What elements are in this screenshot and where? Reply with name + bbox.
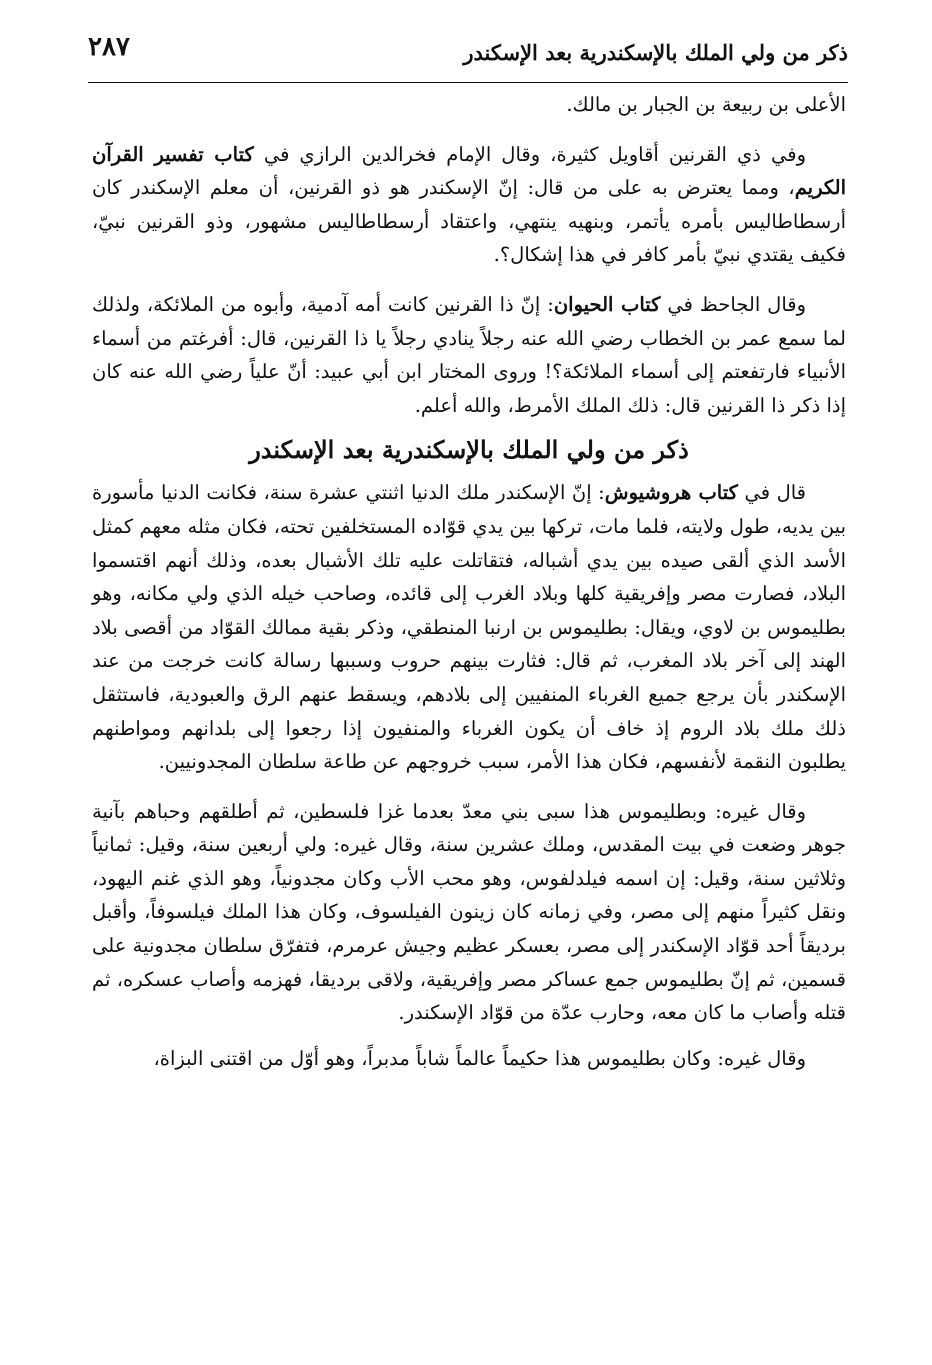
paragraph-ptolemy-falcons bbox=[92, 1042, 846, 1076]
paragraph-continuation bbox=[92, 88, 846, 122]
paragraph-text: وقال غيره: وبطليموس هذا سبى بني معدّ بعدما غزا فلسطين، ثم أطلقهم وحباهم بآنية جوهر وضعت في بيت المقدس، وملك عشرين سنة، وقال غيره: ولي أربعين سنة، وقيل: ثمانياً وثلاثين سنة، وقيل: إن اسمه فيلدلفوس، وهو محب الأب وكان مجدونياً، وهو الذي غنم اليهود، ونقل كثيراً منهم إلى مصر، وفي زمانه كان زينون الفيلسوف، وكان هذا الملك فيلسوفاً، وأقبل برديقاً أحد قوّاد الإسكندر إلى مصر، بعسكر عظيم وجيش عرمرم، فتفرّق سلطان مجدونية على قسمين، ثم إنّ بطليموس جمع عساكر مصر وإفريقية، ولاقى برديقا، فهزمه وأصاب عسكره، ثم قتله وأصاب ما كان معه، وحارب عدّة من قوّاد الإسكندر. bbox=[92, 799, 846, 1025]
paragraph-rest: : إنّ ذا القرنين كانت أمه آدمية، وأبوه من الملائكة، ولذلك لما سمع عمر بن الخطاب رضي الله عنه رجلاً ينادي رجلاً يا ذا القرنين، قال: أفرغتم من أسماء الأنبياء فارتفعتم إلى أسماء الملائكة؟! وروى المختار ابن أبي عبيد: أنّ علياً رضي الله عنه كان إذا ذكر ذا القرنين قال: ذلك الملك الأمرط، والله أعلم. bbox=[92, 292, 846, 417]
paragraph-ptolemy bbox=[92, 795, 846, 1030]
book-title: كتاب تفسير القرآن الكريم bbox=[92, 142, 846, 200]
paragraph-harushiyush bbox=[92, 476, 846, 778]
section-heading: ذكر من ولي الملك بالإسكندرية بعد الإسكندر bbox=[249, 435, 689, 465]
page-number: ٢٨٧ bbox=[88, 32, 130, 62]
paragraph-rest: : إنّ الإسكندر ملك الدنيا اثنتي عشرة سنة، فكانت الدنيا مأسورة بين يديه، طول ولايته، فلما مات، تركها بين يدي قوّاده المستخلفين تحته، فكان مثله معهم كمثل الأسد الذي ألقى صيده بين يدي أشباله، فتقاتلت عليه تلك الأشبال بعده، وذلك أنهم اقتسموا البلاد، فصارت مصر وإفريقية كلها وبلاد الغرب إلى قائده، وصاحب خيله الذي ولي مكانه، وهو بطليموس بن لاوي، ويقال: بطليموس بن ارنبا المنطقي، وذكر بقية ممالك القوّاد من أقصى بلاد الهند إلى آخر بلاد المغرب، ثم قال: فثارت بينهم حروب وسببها رسالة كانت خرجت من عند الإسكندر بأن يرجع جميع الغرباء المنفيين إلى بلادهم، ويسقط عنهم الرق والعبودية، فاستثقل ذلك ملك بلاد الروم إذ خاف أن يكون الغرباء والمنفيون إذا رجعوا إلى بلدانهم ومواطنهم يطلبون النقمة لأنفسهم، فكان هذا الأمر، سبب خروجهم عن طاعة سلطان المجدونيين. bbox=[92, 481, 846, 774]
paragraph-lead: وفي ذي القرنين أقاويل كثيرة، وقال الإمام فخرالدين الرازي في bbox=[253, 142, 806, 166]
book-title: كتاب هروشيوش bbox=[604, 481, 738, 505]
paragraph-razi bbox=[92, 138, 846, 272]
paragraph-text: وقال غيره: وكان بطليموس هذا حكيماً عالماً شاباً مدبراً، وهو أوّل من اقتنى البزاة، bbox=[153, 1046, 806, 1070]
paragraph-jahiz bbox=[92, 288, 846, 422]
page-header bbox=[88, 30, 848, 76]
paragraph-lead: وقال الجاحظ في bbox=[660, 292, 806, 316]
paragraph-text: الأعلى بن ربيعة بن الجبار بن مالك. bbox=[566, 93, 846, 116]
paragraph-rest: ، ومما يعترض به على من قال: إنّ الإسكندر هو ذو القرنين، أن معلم الإسكندر كان أرسطاطاليس بأمره يأتمر، وبنهيه ينتهي، واعتقاد أرسطاطاليس مشهور، وذو القرنين نبيّ، فكيف يقتدي نبيّ بأمر كافر في هذا إشكال؟. bbox=[92, 176, 846, 267]
header-rule bbox=[88, 82, 848, 83]
paragraph-lead: قال في bbox=[737, 481, 806, 505]
book-title: كتاب الحيوان bbox=[553, 292, 661, 316]
page-body bbox=[92, 88, 846, 1075]
running-title: ذكر من ولي الملك بالإسكندرية بعد الإسكندر bbox=[463, 40, 848, 65]
